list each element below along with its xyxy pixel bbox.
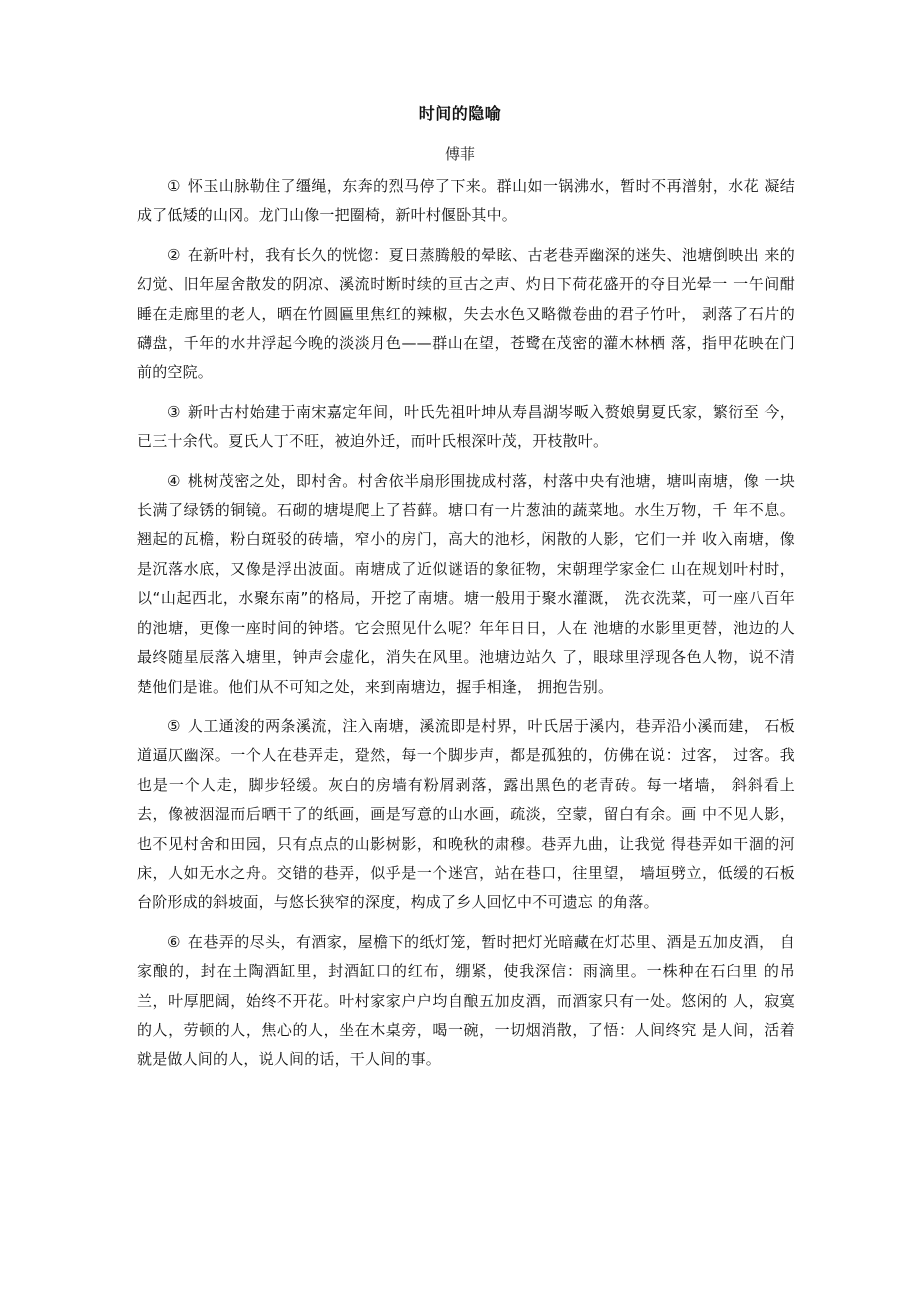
paragraph-text: 桃树茂密之处，即村舍。村舍依半扇形围拢成村落，村落中央有池塘，塘叫南塘，像 一块长满了绿锈的铜镜。石砌的塘堤爬上了苔藓。塘口有一片葱油的蔬菜地。水生万物，千 年不息。翘起的瓦檐，粉白斑驳的砖墙，窄小的房门，高大的池杉，闲散的人影，它们一并 收入南塘，像是沉落水底，又像是浮出波面。南塘成了近似谜语的象征物，宋朝理学家金仁 山在规划叶村时，以“山起西北，水聚东南”的格局，开挖了南塘。塘一般用于聚水灌溉， 洗衣洗菜，可一座八百年的池塘，更像一座时间的钟塔。它会照见什么呢？年年日日，人在 池塘的水影里更替，池边的人最终随星辰落入塘里，钟声会虚化，消失在风里。池塘边站久 了，眼球里浮现各色人物，说不清楚他们是谁。他们从不可知之处，来到南塘边，握手相逢， 拥抱告别。 — [137, 471, 795, 696]
paragraph-1 — [137, 172, 795, 231]
paragraph-number: ⑤ — [167, 716, 181, 735]
paragraph-number: ③ — [167, 402, 181, 421]
paragraph-number: ① — [167, 177, 181, 195]
paragraph-number: ⑥ — [167, 932, 181, 951]
paragraph-text: 在新叶村，我有长久的恍惚：夏日蒸腾般的晕眩、古老巷弄幽深的迷失、池塘倒映出 来的幻觉、旧年屋舍散发的阴凉、溪流时断时续的亘古之声、灼日下荷花盛开的夺目光晕一 一午间酣睡在走廊里的老人，晒在竹圆匾里焦红的辣椒，失去水色又略微卷曲的君子竹叶， 剥落了石片的礴盘，千年的水井浮起今晚的淡淡月色——群山在望，苍鹭在茂密的灌木林栖 落，指甲花映在门前的空院。 — [137, 245, 795, 382]
page-title: 时间的隐喻 — [418, 104, 502, 123]
paragraph-5 — [137, 712, 795, 918]
paragraph-text: 怀玉山脉勒住了缰绳，东奔的烈马停了下来。群山如一锅沸水，暂时不再潽射，水花 凝结成了低矮的山冈。龙门山像一把圈椅，新叶村偃卧其中。 — [137, 177, 795, 225]
paragraph-text: 新叶古村始建于南宋嘉定年间，叶氏先祖叶坤从寿昌湖岑畈入赘娘舅夏氏家，繁衍至 今，已三十余代。夏氏人丁不旺，被迫外迁，而叶氏根深叶茂，开枝散叶。 — [137, 402, 795, 451]
paragraph-text: 人工通浚的两条溪流，注入南塘，溪流即是村界，叶氏居于溪内，巷弄沿小溪而建， 石板道逼仄幽深。一个人在巷弄走，跫然，每一个脚步声，都是孤独的，仿佛在说：过客， 过客。我也是一个人走，脚步轻缓。灰白的房墙有粉屑剥落，露出黑色的老青砖。每一堵墙， 斜斜看上去，像被洇湿而后晒干了的纸画，画是写意的山水画，疏淡，空蒙，留白有余。画 中不见人影，也不见村舍和田园，只有点点的山影树影，和晚秋的肃穆。巷弄九曲，让我觉 得巷弄如干涸的河床，人如无水之舟。交错的巷弄，似乎是一个迷宫，站在巷口，往里望， 墙垣劈立，低缓的石板台阶形成的斜坡面，与悠长狭窄的深度，构成了乡人回忆中不可遗忘 的角落。 — [137, 716, 795, 912]
article-body — [137, 172, 795, 1085]
paragraph-3 — [137, 398, 795, 457]
paragraph-6 — [137, 928, 795, 1075]
paragraph-number: ④ — [167, 471, 181, 490]
paragraph-number: ② — [167, 245, 181, 264]
paragraph-text: 在巷弄的尽头，有酒家，屋檐下的纸灯笼，暂时把灯光暗藏在灯芯里、酒是五加皮酒， 自家酿的，封在土陶酒缸里，封酒缸口的红布，绷紧，使我深信：雨滴里。一株种在石臼里 的吊兰，叶厚肥阔，始终不开花。叶村家家户户均自酿五加皮酒，而酒家只有一处。悠闲的 人，寂寞的人，劳顿的人，焦心的人，坐在木桌旁，喝一碗，一切烟消散，了悟：人间终究 是人间，活着就是做人间的人，说人间的话，干人间的事。 — [137, 932, 795, 1069]
paragraph-4 — [137, 467, 795, 702]
author-name: 傅菲 — [444, 145, 475, 163]
paragraph-2 — [137, 241, 795, 388]
